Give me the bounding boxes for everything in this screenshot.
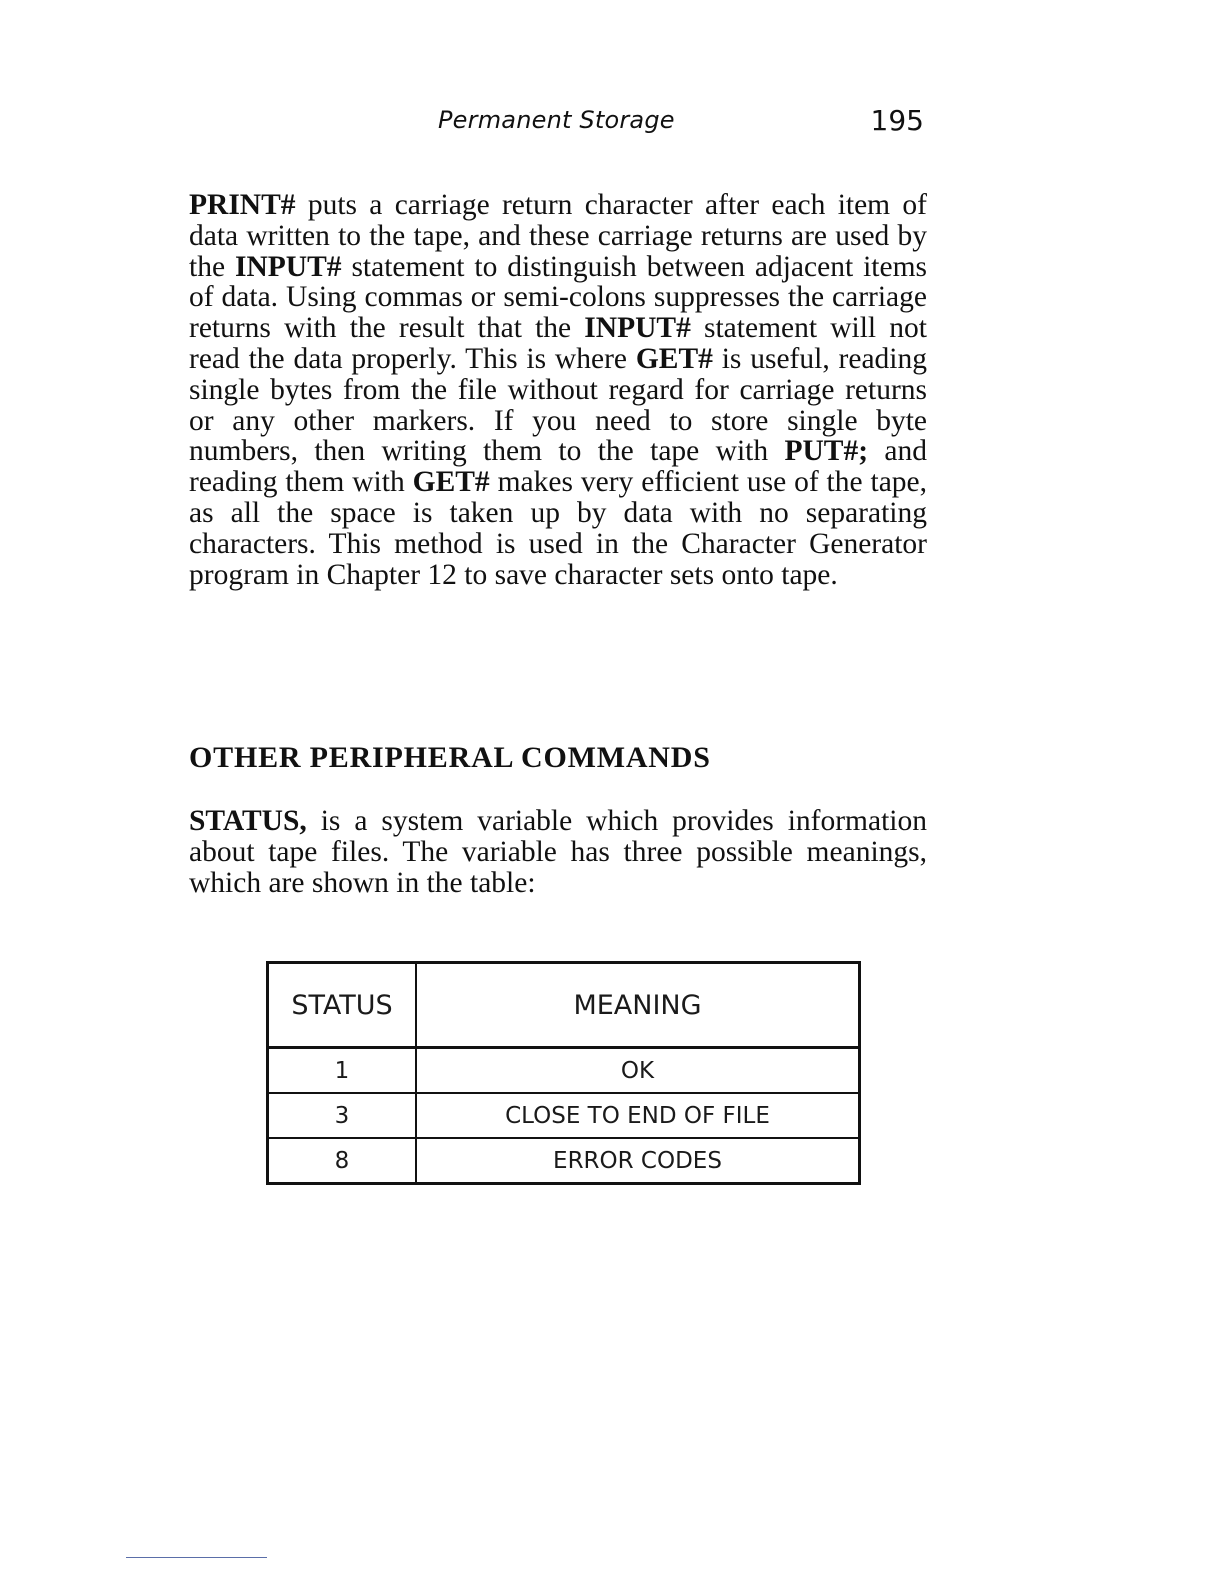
table-row	[268, 1138, 860, 1184]
paragraph-text: and reading them with	[189, 435, 928, 499]
status-value: 8	[268, 1138, 417, 1184]
paragraph-text: statement will not read the data properly. This is where	[189, 312, 927, 375]
paragraph-text: statement to distinguish between adjacent items of data. Using commas or semi-colons suppresses the carriage returns with the result that the	[189, 250, 927, 345]
keyword-put: PUT#;	[784, 435, 869, 468]
meaning-value: CLOSE TO END OF FILE	[416, 1093, 860, 1138]
body-paragraph-print	[189, 190, 927, 590]
paragraph-text: is a system variable which provides information about tape files. The variable has three possible meanings, which are shown in the table:	[189, 805, 927, 899]
status-value: 3	[268, 1093, 417, 1138]
keyword-input: INPUT#	[584, 312, 691, 345]
header-meaning: MEANING	[416, 963, 860, 1048]
status-table	[266, 961, 861, 1185]
meaning-value: OK	[416, 1048, 860, 1094]
paragraph-text: is useful, reading single bytes from the file without regard for carriage returns or any other markers. If you need to store single byte numbers, then writing them to the tape with	[189, 342, 927, 468]
table-header-row	[268, 963, 860, 1048]
body-paragraph-status	[189, 806, 927, 898]
keyword-get: GET#	[635, 342, 713, 375]
footer-rule	[126, 1557, 267, 1558]
paragraph-text: makes very efficient use of the tape, as all the space is taken up by data with no separating characters. This method is used in the Character Generator program in Chapter 12 to save character sets onto tape.	[189, 466, 928, 591]
paragraph-text: puts a carriage return character after each item of data written to the tape, and these carriage returns are used by the	[189, 189, 927, 283]
status-value: 1	[268, 1048, 417, 1094]
table-row	[268, 1048, 860, 1094]
page-number: 195	[870, 104, 924, 137]
meaning-value: ERROR CODES	[416, 1138, 860, 1184]
keyword-input: INPUT#	[234, 250, 342, 283]
running-head	[188, 104, 926, 144]
table-row	[268, 1093, 860, 1138]
keyword-get: GET#	[412, 466, 490, 499]
section-heading: OTHER PERIPHERAL COMMANDS	[189, 741, 711, 774]
keyword-print: PRINT#	[189, 189, 296, 221]
running-title: Permanent Storage	[438, 106, 675, 134]
header-status: STATUS	[268, 963, 417, 1048]
keyword-status: STATUS,	[189, 805, 307, 837]
